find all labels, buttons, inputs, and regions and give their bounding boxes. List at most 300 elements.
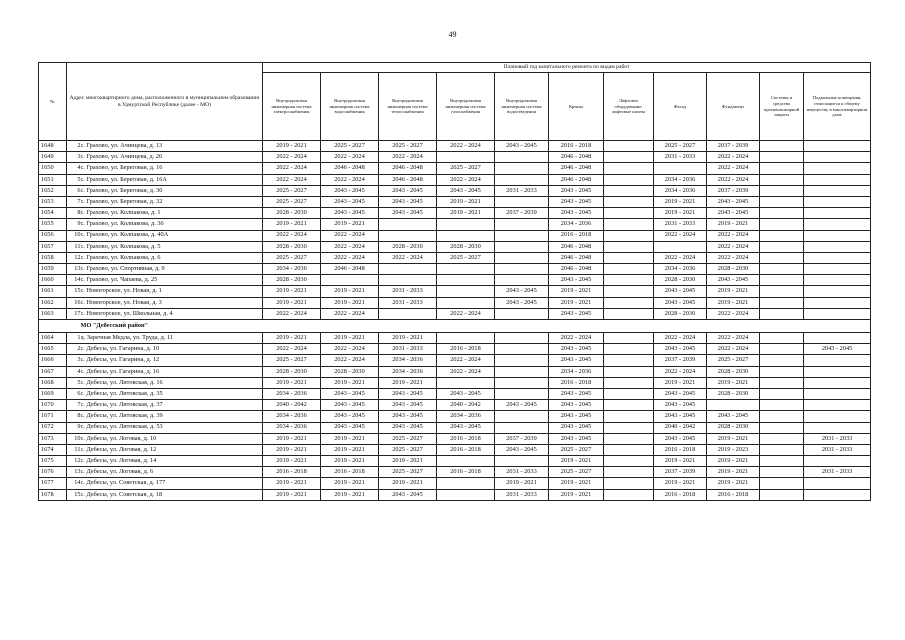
row-value [804, 355, 871, 366]
row-index: 8 [67, 411, 81, 422]
row-value: 2034 - 2036 [263, 422, 321, 433]
row-value: 2025 - 2027 [263, 355, 321, 366]
header-work-type: Внутридомовая инженерная система водоснабжения [321, 73, 379, 141]
row-address: с. Грахово, ул. Ачинцева, д. 13 [81, 141, 263, 152]
table-row [39, 355, 871, 366]
row-value: 2022 - 2024 [654, 252, 707, 263]
row-index: 13 [67, 264, 81, 275]
row-value [760, 230, 804, 241]
row-value: 2031 - 2033 [495, 489, 549, 500]
row-value: 2028 - 2030 [707, 388, 760, 399]
row-value: 2019 - 2021 [654, 456, 707, 467]
row-value: 2022 - 2024 [707, 152, 760, 163]
row-index: 12 [67, 456, 81, 467]
row-value: 2019 - 2023 [707, 444, 760, 455]
row-value [604, 444, 654, 455]
row-address: с. Дебесы, ул. Логовая, д. 12 [81, 444, 263, 455]
row-value: 2019 - 2021 [263, 433, 321, 444]
row-index: 7 [67, 196, 81, 207]
header-work-type: Подвальные помещения, относящиеся к общему имуществу в многоквартирном доме [804, 73, 871, 141]
row-value: 2022 - 2024 [437, 366, 495, 377]
row-value: 2043 - 2045 [495, 286, 549, 297]
row-index: 13 [67, 467, 81, 478]
row-value [760, 297, 804, 308]
row-number: 1664 [39, 333, 67, 344]
table-row [39, 400, 871, 411]
row-value [495, 264, 549, 275]
row-value: 2022 - 2024 [263, 344, 321, 355]
row-value [804, 422, 871, 433]
row-address: с. Дебесы, ул. Советская, д. 18 [81, 489, 263, 500]
row-value: 2019 - 2021 [379, 478, 437, 489]
row-value [760, 333, 804, 344]
row-value [804, 163, 871, 174]
row-value [604, 241, 654, 252]
row-value [760, 400, 804, 411]
row-value [437, 219, 495, 230]
table-row [39, 422, 871, 433]
row-value [760, 264, 804, 275]
row-value [804, 366, 871, 377]
row-value [760, 241, 804, 252]
row-value: 2034 - 2036 [379, 366, 437, 377]
row-number: 1662 [39, 297, 67, 308]
row-value [604, 174, 654, 185]
row-value: 2022 - 2024 [321, 174, 379, 185]
row-value: 2043 - 2045 [707, 196, 760, 207]
row-value: 2022 - 2024 [437, 355, 495, 366]
row-value [760, 286, 804, 297]
row-value: 2043 - 2045 [707, 411, 760, 422]
header-work-type: Внутридомовая инженерная система водоотведения [495, 73, 549, 141]
row-value: 2043 - 2045 [654, 400, 707, 411]
row-value: 2028 - 2030 [321, 366, 379, 377]
row-value: 2016 - 2018 [321, 467, 379, 478]
row-value: 2043 - 2045 [379, 208, 437, 219]
row-value [804, 174, 871, 185]
row-value: 2031 - 2033 [495, 185, 549, 196]
row-value: 2019 - 2021 [654, 208, 707, 219]
row-value [495, 219, 549, 230]
row-value: 2016 - 2018 [263, 467, 321, 478]
row-value: 2019 - 2021 [437, 208, 495, 219]
row-number: 1669 [39, 388, 67, 399]
row-value: 2037 - 2039 [707, 185, 760, 196]
row-value [495, 230, 549, 241]
row-value [760, 467, 804, 478]
table-body [39, 141, 871, 501]
row-address: с. Дебесы, ул. Логовая, д. 6 [81, 467, 263, 478]
header-work-type: Фасад [654, 73, 707, 141]
row-value: 2019 - 2021 [263, 489, 321, 500]
row-value [604, 478, 654, 489]
row-value: 2025 - 2027 [263, 185, 321, 196]
row-index: 12 [67, 252, 81, 263]
row-number: 1659 [39, 264, 67, 275]
row-number: 1656 [39, 230, 67, 241]
table-row [39, 252, 871, 263]
row-value: 2016 - 2018 [549, 230, 604, 241]
row-index: 4 [67, 366, 81, 377]
row-value: 2019 - 2021 [263, 377, 321, 388]
row-index: 10 [67, 433, 81, 444]
row-value: 2028 - 2030 [263, 208, 321, 219]
page-number: 49 [448, 30, 457, 39]
row-value [379, 219, 437, 230]
row-value: 2022 - 2024 [263, 152, 321, 163]
row-address: с. Грахово, ул. Спортивная, д. 9 [81, 264, 263, 275]
table-row [39, 478, 871, 489]
row-value: 2037 - 2039 [654, 355, 707, 366]
row-number: 1654 [39, 208, 67, 219]
table-row [39, 308, 871, 319]
row-address: с. Грахово, ул. Чапаева, д. 25 [81, 275, 263, 286]
row-value: 2043 - 2045 [379, 489, 437, 500]
row-value [604, 467, 654, 478]
row-index: 11 [67, 241, 81, 252]
row-value [379, 230, 437, 241]
capital-repair-table [38, 62, 871, 501]
row-value: 2022 - 2024 [379, 152, 437, 163]
row-value [804, 230, 871, 241]
row-index: 10 [67, 230, 81, 241]
row-address: с. Дебесы, ул. Логовая, д. 14 [81, 456, 263, 467]
row-value: 2019 - 2021 [379, 333, 437, 344]
row-number: 1674 [39, 444, 67, 455]
row-value [760, 219, 804, 230]
row-value [437, 489, 495, 500]
row-value [495, 241, 549, 252]
row-value [760, 344, 804, 355]
row-value: 2022 - 2024 [321, 241, 379, 252]
row-number: 1651 [39, 174, 67, 185]
row-value: 2019 - 2021 [321, 377, 379, 388]
table-row [39, 185, 871, 196]
row-value [495, 411, 549, 422]
row-value: 2031 - 2033 [804, 444, 871, 455]
row-value: 2016 - 2018 [437, 344, 495, 355]
row-value [437, 230, 495, 241]
row-value [495, 152, 549, 163]
row-index: 2 [67, 344, 81, 355]
row-value: 2034 - 2036 [263, 411, 321, 422]
row-index: 6 [67, 388, 81, 399]
row-value [495, 163, 549, 174]
row-value: 2016 - 2018 [654, 444, 707, 455]
row-value [604, 286, 654, 297]
row-number: 1668 [39, 377, 67, 388]
header-num: № [39, 63, 67, 141]
row-value: 2043 - 2045 [549, 308, 604, 319]
row-value: 2028 - 2030 [707, 422, 760, 433]
row-value [760, 388, 804, 399]
row-value: 2019 - 2021 [707, 377, 760, 388]
row-value: 2019 - 2021 [707, 456, 760, 467]
row-value [760, 433, 804, 444]
row-value: 2043 - 2045 [495, 141, 549, 152]
row-value: 2034 - 2036 [549, 219, 604, 230]
row-value: 2043 - 2045 [321, 411, 379, 422]
table-row [39, 241, 871, 252]
table-row [39, 433, 871, 444]
row-value: 2043 - 2045 [379, 411, 437, 422]
region-spacer [39, 320, 81, 333]
row-value [760, 275, 804, 286]
row-value: 2043 - 2045 [437, 185, 495, 196]
row-value [804, 377, 871, 388]
row-index: 2 [67, 141, 81, 152]
row-value [804, 286, 871, 297]
row-value: 2043 - 2045 [437, 388, 495, 399]
row-value [437, 478, 495, 489]
row-value: 2031 - 2033 [804, 433, 871, 444]
table-row [39, 152, 871, 163]
row-index: 5 [67, 377, 81, 388]
table-row [39, 141, 871, 152]
row-value: 2043 - 2045 [654, 411, 707, 422]
row-value: 2043 - 2045 [549, 196, 604, 207]
row-value: 2022 - 2024 [263, 230, 321, 241]
row-value [495, 275, 549, 286]
row-number: 1660 [39, 275, 67, 286]
row-value: 2037 - 2039 [495, 208, 549, 219]
row-value [495, 388, 549, 399]
row-value: 2025 - 2027 [263, 252, 321, 263]
row-value: 2043 - 2045 [804, 344, 871, 355]
row-value [437, 264, 495, 275]
row-value [437, 333, 495, 344]
row-value: 2019 - 2021 [321, 219, 379, 230]
row-address: с. Дебесы, ул. Логовая, д. 10 [81, 433, 263, 444]
row-value: 2043 - 2045 [495, 297, 549, 308]
row-address: с. Грахово, ул. Колпакова, д. 40А [81, 230, 263, 241]
row-index: 9 [67, 219, 81, 230]
row-value: 2040 - 2042 [654, 422, 707, 433]
row-value: 2019 - 2021 [263, 333, 321, 344]
row-value [804, 478, 871, 489]
header-work-type: Крыша [549, 73, 604, 141]
row-value: 2019 - 2021 [321, 444, 379, 455]
row-value: 2022 - 2024 [263, 163, 321, 174]
row-value: 2043 - 2045 [549, 388, 604, 399]
row-value: 2046 - 2048 [321, 264, 379, 275]
row-value [760, 478, 804, 489]
row-value [804, 388, 871, 399]
row-value: 2043 - 2045 [707, 208, 760, 219]
table-header [39, 63, 871, 141]
row-value [495, 174, 549, 185]
row-number: 1672 [39, 422, 67, 433]
row-value [437, 275, 495, 286]
row-value [804, 252, 871, 263]
table-row [39, 333, 871, 344]
row-value: 2028 - 2030 [654, 308, 707, 319]
row-value: 2022 - 2024 [707, 174, 760, 185]
row-value: 2019 - 2021 [263, 444, 321, 455]
row-value [604, 366, 654, 377]
row-value [760, 422, 804, 433]
row-value: 2043 - 2045 [549, 433, 604, 444]
row-value [604, 141, 654, 152]
row-value [760, 252, 804, 263]
row-address: с. Грахово, ул. Колпакова, д. 36 [81, 219, 263, 230]
row-value: 2043 - 2045 [549, 208, 604, 219]
row-number: 1665 [39, 344, 67, 355]
row-value: 2028 - 2030 [654, 275, 707, 286]
row-index: 7 [67, 400, 81, 411]
row-value: 2046 - 2048 [549, 241, 604, 252]
header-work-type: Внутридомовая инженерная система теплоснабжения [379, 73, 437, 141]
row-address: с. Дебесы, ул. Литовская, д. 16 [81, 377, 263, 388]
row-value: 2016 - 2018 [437, 433, 495, 444]
row-value [604, 230, 654, 241]
row-value [604, 185, 654, 196]
row-number: 1650 [39, 163, 67, 174]
row-value: 2043 - 2045 [321, 208, 379, 219]
row-value [604, 333, 654, 344]
row-value: 2025 - 2027 [437, 163, 495, 174]
row-value [760, 185, 804, 196]
table-row [39, 219, 871, 230]
row-value: 2043 - 2045 [549, 355, 604, 366]
row-value [804, 196, 871, 207]
row-value: 2028 - 2030 [707, 366, 760, 377]
row-value: 2025 - 2027 [379, 433, 437, 444]
row-value: 2043 - 2045 [321, 185, 379, 196]
row-index: 6 [67, 185, 81, 196]
row-value: 2043 - 2045 [379, 400, 437, 411]
row-address: с. Дебесы, ул. Литовская, д. 37 [81, 400, 263, 411]
row-value: 2022 - 2024 [654, 366, 707, 377]
row-value [804, 456, 871, 467]
table-row [39, 163, 871, 174]
row-value: 2025 - 2027 [379, 444, 437, 455]
row-value: 2043 - 2045 [654, 388, 707, 399]
row-value: 2046 - 2048 [379, 174, 437, 185]
table-row [39, 275, 871, 286]
row-value: 2019 - 2021 [321, 433, 379, 444]
row-number: 1678 [39, 489, 67, 500]
row-value [604, 355, 654, 366]
row-value [604, 163, 654, 174]
row-number: 1657 [39, 241, 67, 252]
row-value: 2028 - 2030 [263, 366, 321, 377]
row-value: 2034 - 2036 [437, 411, 495, 422]
row-number: 1677 [39, 478, 67, 489]
row-value [604, 208, 654, 219]
row-index: 14 [67, 478, 81, 489]
row-value: 2028 - 2030 [379, 241, 437, 252]
table-row [39, 467, 871, 478]
row-value: 2019 - 2021 [379, 377, 437, 388]
row-value: 2034 - 2036 [654, 185, 707, 196]
row-value [604, 308, 654, 319]
row-value [760, 152, 804, 163]
row-value: 2043 - 2045 [321, 196, 379, 207]
row-index: 3 [67, 152, 81, 163]
row-value: 2043 - 2045 [379, 185, 437, 196]
row-value [760, 377, 804, 388]
row-value: 2019 - 2021 [707, 433, 760, 444]
row-number: 1671 [39, 411, 67, 422]
row-address: с. Грахово, ул. Ачинцева, д. 26 [81, 152, 263, 163]
row-value [495, 366, 549, 377]
row-value: 2022 - 2024 [437, 308, 495, 319]
row-value: 2043 - 2045 [654, 433, 707, 444]
row-value: 2037 - 2039 [707, 141, 760, 152]
row-value: 2043 - 2045 [707, 275, 760, 286]
row-value [604, 152, 654, 163]
row-value [604, 252, 654, 263]
row-value: 2019 - 2021 [707, 286, 760, 297]
table-row [39, 174, 871, 185]
header-work-type: Внутридомовая инженерная система электроснабжения [263, 73, 321, 141]
row-value: 2034 - 2036 [263, 388, 321, 399]
row-value [604, 456, 654, 467]
row-value: 2019 - 2021 [263, 478, 321, 489]
row-value: 2043 - 2045 [549, 422, 604, 433]
row-value: 2022 - 2024 [707, 163, 760, 174]
row-value: 2046 - 2048 [379, 163, 437, 174]
row-value [604, 377, 654, 388]
row-address: с. Грахово, ул. Береговая, д. 30 [81, 185, 263, 196]
row-value [760, 141, 804, 152]
row-value [760, 489, 804, 500]
table-row [39, 489, 871, 500]
row-value: 2043 - 2045 [654, 297, 707, 308]
row-value: 2019 - 2021 [707, 219, 760, 230]
row-value: 2028 - 2030 [263, 241, 321, 252]
row-value [604, 388, 654, 399]
row-value: 2043 - 2045 [437, 422, 495, 433]
table-row [39, 377, 871, 388]
row-value: 2019 - 2021 [437, 196, 495, 207]
row-number: 1663 [39, 308, 67, 319]
row-value: 2016 - 2018 [707, 489, 760, 500]
row-address: с. Дебесы, ул. Советская, д. 177 [81, 478, 263, 489]
row-value: 2019 - 2021 [654, 478, 707, 489]
row-value: 2046 - 2048 [321, 163, 379, 174]
row-address: с. Новогорское, ул. Новая, д. 1 [81, 286, 263, 297]
row-index: 17 [67, 308, 81, 319]
row-value [804, 275, 871, 286]
region-row [39, 320, 871, 333]
row-value: 2046 - 2048 [549, 252, 604, 263]
header-work-type: Системы и средства противопожарной защиты [760, 73, 804, 141]
row-value: 2028 - 2030 [437, 241, 495, 252]
row-value: 2025 - 2027 [379, 141, 437, 152]
row-value: 2016 - 2018 [549, 141, 604, 152]
row-value: 2019 - 2021 [321, 478, 379, 489]
row-index: 1 [67, 333, 81, 344]
row-value: 2043 - 2045 [379, 196, 437, 207]
row-value: 2019 - 2021 [654, 377, 707, 388]
row-index: 15 [67, 489, 81, 500]
row-value: 2022 - 2024 [379, 252, 437, 263]
table-row [39, 388, 871, 399]
row-value: 2022 - 2024 [707, 308, 760, 319]
table-row [39, 196, 871, 207]
row-value [379, 275, 437, 286]
row-value: 2043 - 2045 [321, 400, 379, 411]
row-value: 2043 - 2045 [549, 400, 604, 411]
row-value: 2031 - 2033 [654, 219, 707, 230]
row-value: 2016 - 2018 [654, 489, 707, 500]
table-row [39, 456, 871, 467]
row-value: 2022 - 2024 [321, 152, 379, 163]
row-value: 2037 - 2039 [654, 467, 707, 478]
row-value: 2043 - 2045 [549, 411, 604, 422]
